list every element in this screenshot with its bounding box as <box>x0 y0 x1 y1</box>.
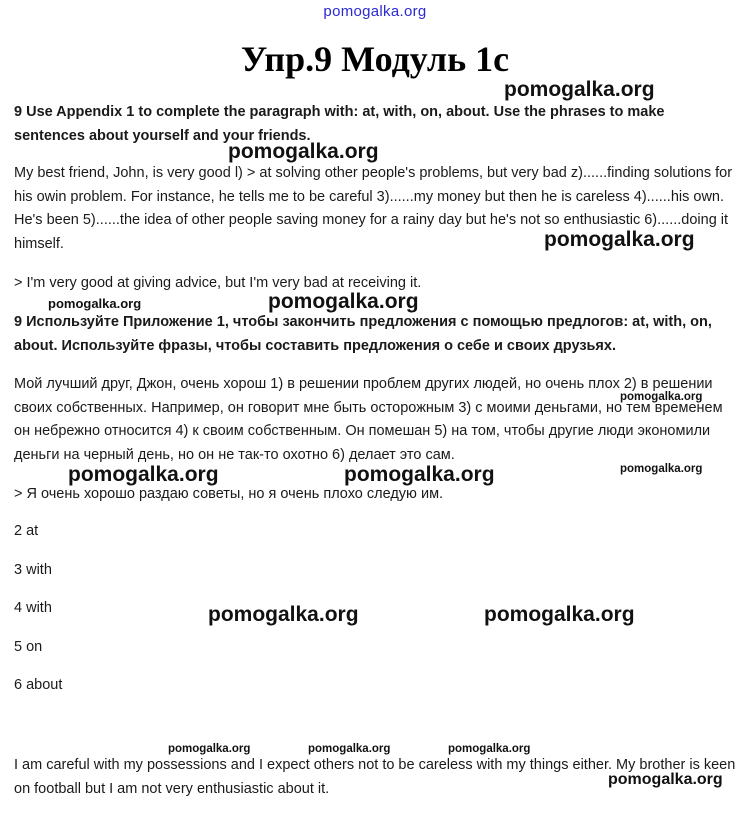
answer-item: 6 about <box>14 677 63 693</box>
watermark: pomogalka.org <box>268 290 419 313</box>
example-english: > I'm very good at giving advice, but I'm very bad at receiving it. <box>14 275 422 291</box>
watermark: pomogalka.org <box>544 228 695 251</box>
final-paragraph: I am careful with my possessions and I expect others not to be careless with my things either. My brother is keen on football but I am not very enthusiastic about it. <box>14 757 736 797</box>
watermark: pomogalka.org <box>344 463 495 486</box>
answer-item: 4 with <box>14 600 52 616</box>
top-watermark: pomogalka.org <box>323 3 427 20</box>
watermark: pomogalka.org <box>620 391 703 403</box>
watermark: pomogalka.org <box>168 743 251 755</box>
watermark: pomogalka.org <box>484 603 635 626</box>
watermark: pomogalka.org <box>504 78 655 101</box>
watermark: pomogalka.org <box>48 296 142 311</box>
watermark: pomogalka.org <box>308 743 391 755</box>
example-russian: > Я очень хорошо раздаю советы, но я очень плохо следую им. <box>14 486 444 502</box>
answer-item: 3 with <box>14 562 52 578</box>
watermark: pomogalka.org <box>620 463 703 475</box>
watermark: pomogalka.org <box>68 463 219 486</box>
watermark: pomogalka.org <box>608 771 723 788</box>
page-title: Упр.9 Модуль 1с <box>240 39 510 79</box>
paragraph-russian: Мой лучший друг, Джон, очень хорош 1) в решении проблем других людей, но очень плох 2) в решении своих собственных. Например, он говорит мне быть осторожным 3) с моими деньгами, но тем временем он небрежно относится 4) к своим собственным. Он помешан 5) на том, чтобы другие люди экономили деньги на черный день, но он не так-то охотно 6) делает это сам. <box>14 376 723 463</box>
answer-item: 2 at <box>14 523 39 539</box>
watermark: pomogalka.org <box>448 743 531 755</box>
paragraph-english: My best friend, John, is very good l) > at solving other people's problems, but very bad z)......finding solutions for his owin problem. For instance, he tells me to be careful 3)......my money but then he is careless 4)......his own. He's been 5)......the idea of other people saving money for a rainy day but he's not so enthusiastic 6)......doing it himself. <box>14 165 733 252</box>
answer-item: 5 on <box>14 639 43 655</box>
watermark: pomogalka.org <box>228 140 379 163</box>
task-english: 9 Use Appendix 1 to complete the paragraph with: at, with, on, about. Use the phrases to make sentences about yourself and your friends. <box>14 104 665 144</box>
watermark: pomogalka.org <box>208 603 359 626</box>
task-russian: 9 Используйте Приложение 1, чтобы закончить предложения с помощью предлогов: at, with, on, about. Используйте фразы, чтобы составить предложения о себе и своих друзьях. <box>14 314 712 354</box>
